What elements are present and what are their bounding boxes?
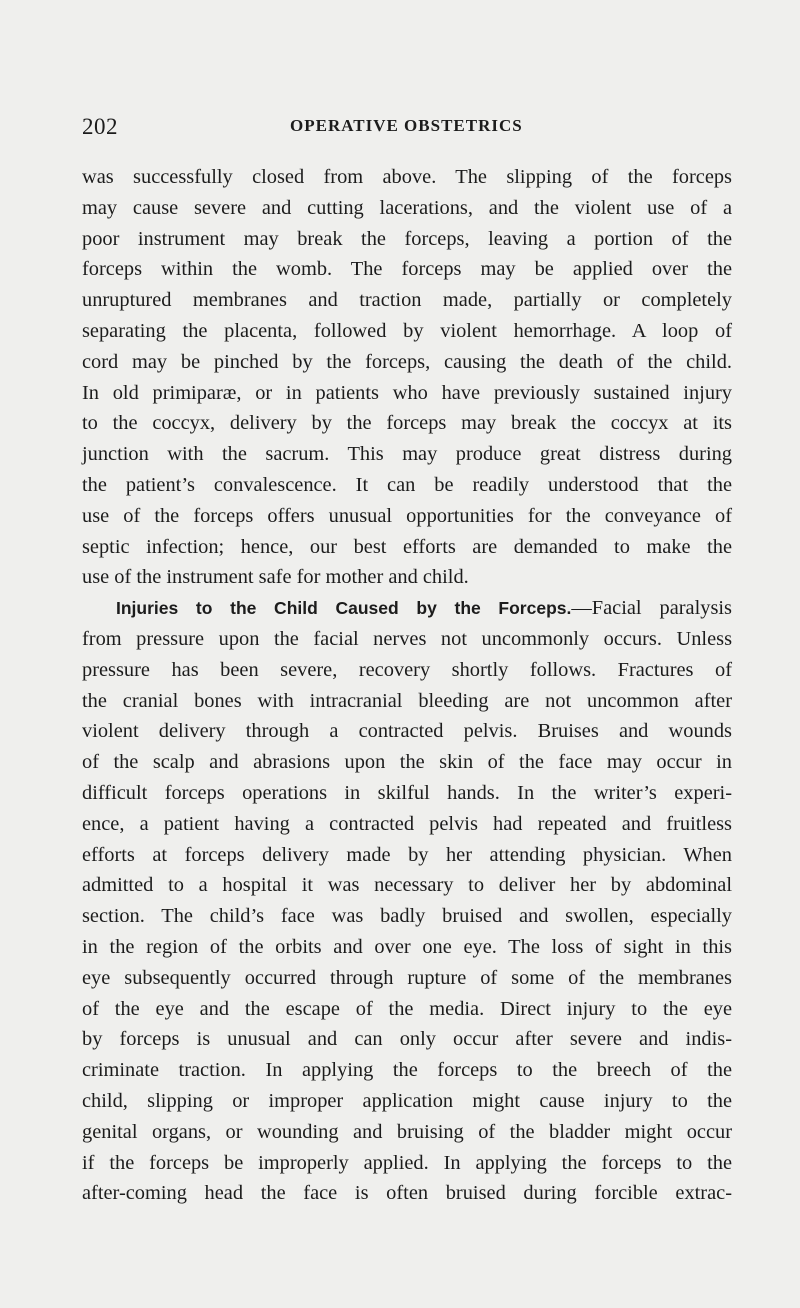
text-line: to the coccyx, delivery by the forceps may break the coccyx at its [82,412,732,435]
text-line: efforts at forceps delivery made by her attending physician. When [82,843,732,866]
page-header [82,114,732,142]
text-line: poor instrument may break the forceps, leaving a portion of the [82,227,732,250]
text-line: genital organs, or wounding and bruising of the bladder might occur [82,1120,732,1143]
text-line: by forceps is unusual and can only occur after severe and indis- [82,1028,732,1051]
text-line: criminate traction. In applying the forceps to the breech of the [82,1059,732,1082]
text-line: pressure has been severe, recovery shortly follows. Fractures of [82,658,732,681]
text-line: was successfully closed from above. The slipping of the forceps [82,166,732,188]
text-line: child, slipping or improper application might cause injury to the [82,1089,732,1112]
text-line: if the forceps be improperly applied. In applying the forceps to the [82,1151,732,1174]
text-line: the patient’s convalescence. It can be readily understood that the [82,473,732,496]
text-line: after-coming head the face is often bruised during forcible extrac- [82,1182,732,1205]
text-line: cord may be pinched by the forceps, causing the death of the child. [82,350,732,373]
heading-line-rest: —Facial paralysis [571,597,732,620]
text-line: ence, a patient having a contracted pelvis had repeated and fruitless [82,812,732,835]
text-line: of the eye and the escape of the media. Direct injury to the eye [82,997,732,1020]
paragraph-forceps-hazards [82,162,732,593]
heading-line [82,593,732,624]
text-line: use of the instrument safe for mother and child. [82,566,469,589]
section-subheading: Injuries to the Child Caused by the Forceps. [116,598,572,619]
text-line: unruptured membranes and traction made, partially or completely [82,289,732,312]
text-line: violent delivery through a contracted pelvis. Bruises and wounds [82,720,732,743]
running-head: OPERATIVE OBSTETRICS [290,116,523,135]
body-text [82,162,732,1209]
text-line: forceps within the womb. The forceps may be applied over the [82,258,732,281]
text-line: may cause severe and cutting lacerations, and the violent use of a [82,196,732,219]
text-line: admitted to a hospital it was necessary to deliver her by abdominal [82,874,732,897]
text-line: in the region of the orbits and over one eye. The loss of sight in this [82,935,732,958]
text-line: difficult forceps operations in skilful hands. In the writer’s experi- [82,781,732,804]
text-line: section. The child’s face was badly bruised and swollen, especially [82,905,732,928]
text-line: use of the forceps offers unusual opportunities for the conveyance of [82,504,732,527]
text-line: eye subsequently occurred through rupture of some of the membranes [82,966,732,989]
text-line: junction with the sacrum. This may produce great distress during [82,443,732,466]
text-line: septic infection; hence, our best efforts are demanded to make the [82,535,732,558]
text-line: from pressure upon the facial nerves not uncommonly occurs. Unless [82,627,732,650]
text-line: separating the placenta, followed by violent hemorrhage. A loop of [82,319,732,342]
page-number: 202 [82,114,118,139]
text-line: of the scalp and abrasions upon the skin of the face may occur in [82,751,732,774]
text-line: the cranial bones with intracranial bleeding are not uncommon after [82,689,732,712]
text-line: In old primiparæ, or in patients who have previously sustained injury [82,381,732,404]
paragraph-injuries-to-child [82,593,732,1209]
